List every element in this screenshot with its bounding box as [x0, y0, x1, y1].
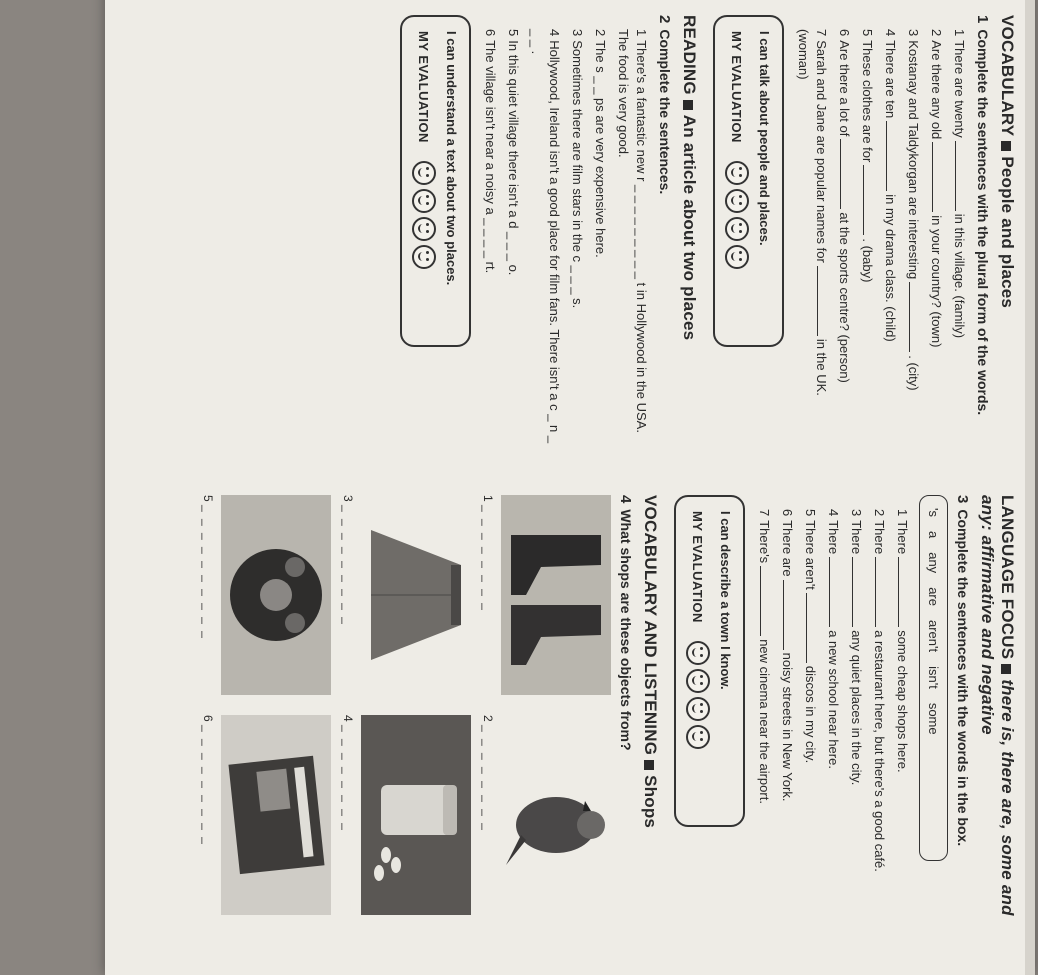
boots-icon [501, 495, 611, 695]
exercise-item [755, 509, 773, 925]
can-do-statement: I can talk about people and places. [757, 31, 772, 246]
task-3-list [755, 495, 911, 925]
word-box-item: any [926, 552, 941, 574]
item-text-after: any quiet places in the city. [849, 630, 864, 786]
can-do-statement: I can describe a town I know. [718, 511, 733, 690]
item-text-after: . (baby) [860, 238, 875, 283]
item-number: 6 [483, 29, 498, 37]
exercise-item [950, 29, 968, 445]
item-text[interactable]: The s _ _ ps are very expensive here. [593, 40, 608, 258]
exercise-item [835, 29, 853, 445]
item-number: 6 [780, 509, 795, 517]
my-evaluation-label: MY EVALUATION [729, 31, 745, 143]
exercise-item [801, 509, 819, 925]
item-text-after: new cinema near the airport. [757, 639, 772, 804]
item-text-before: There are twenty [952, 40, 967, 138]
answer-blank[interactable] [932, 142, 945, 212]
my-evaluation-row [412, 31, 436, 331]
item-text-before: There [849, 520, 864, 555]
section-topic: An article about two places [680, 114, 699, 341]
evaluation-faces [686, 641, 710, 749]
my-evaluation-row [686, 511, 710, 811]
word-box [919, 495, 948, 861]
language-focus-title [977, 495, 1017, 925]
exercise-item [881, 29, 899, 445]
shop-item-5 [201, 495, 331, 695]
item-number: 2 [872, 509, 887, 517]
task-number: 4 [617, 495, 634, 504]
item-number: 3 [906, 29, 921, 37]
smiley-face-icon[interactable] [686, 725, 710, 749]
item-number: 1 [634, 29, 649, 37]
exercise-item [794, 29, 830, 445]
answer-blank[interactable] [760, 566, 773, 636]
exercise-item [504, 29, 522, 445]
item-number: 2 [593, 29, 608, 37]
exercise-item [927, 29, 945, 445]
section-prefix: LANGUAGE FOCUS [998, 495, 1017, 660]
shop-item-1 [481, 495, 611, 695]
shop-item-3 [341, 495, 471, 695]
task-number: 2 [656, 15, 673, 24]
shop-number: 3 [341, 495, 355, 502]
shops-picture-grid [191, 495, 611, 925]
item-text-before: Sarah and Jane are popular names for [814, 40, 829, 263]
exercise-item [591, 29, 609, 445]
smiley-face-icon[interactable] [412, 161, 436, 185]
exercise-item [847, 509, 865, 925]
item-text[interactable]: The village isn't near a noisy a _ _ _ _ rt. [483, 40, 498, 274]
word-box-item: some [926, 702, 941, 735]
item-text-after: in your country? (town) [929, 215, 944, 348]
page-top-edge [1025, 0, 1035, 975]
answer-blank[interactable] [829, 557, 842, 627]
exercise-item [527, 29, 563, 445]
my-evaluation-label: MY EVALUATION [416, 31, 432, 143]
item-text-before: There [895, 520, 910, 555]
item-text-after: in this village. (family) [952, 213, 967, 339]
item-number: 3 [849, 509, 864, 517]
item-text-before: There are [780, 520, 795, 577]
answer-blank[interactable] [875, 557, 888, 627]
smiley-face-icon[interactable] [725, 245, 749, 269]
smiley-face-icon[interactable] [725, 217, 749, 241]
evaluation-box-2 [400, 15, 471, 347]
word-box-item: are [926, 587, 941, 606]
evaluation-faces [725, 161, 749, 269]
workbook-page [105, 0, 1035, 975]
exercise-item [904, 29, 922, 445]
item-text-after: at the sports centre? (person) [837, 212, 852, 383]
answer-blank[interactable] [840, 139, 853, 209]
item-number: 5 [803, 509, 818, 517]
evaluation-box-3 [674, 495, 745, 827]
item-text[interactable]: There's a fantastic new r _ _ _ _ _ _ _ _ _ t in Hollywood in the USA. The food is very good. [616, 29, 649, 433]
item-number: 1 [895, 509, 910, 517]
shop-answer-line[interactable]: 3 _ _ _ _ _ _ _ _ _ [341, 495, 355, 626]
item-text-before: There [826, 520, 841, 555]
item-text-after: in the UK. (woman) [796, 29, 829, 396]
item-text-before: Are there a lot of [837, 40, 852, 137]
task-3-instruction [954, 495, 971, 925]
smiley-face-icon[interactable] [412, 217, 436, 241]
item-text-after: a new school near here. [826, 630, 841, 769]
task-text: Complete the sentences with the words in the box. [955, 509, 971, 847]
item-text[interactable]: In this quiet village there isn't a d _ _ _ o. [506, 40, 521, 276]
item-number: 4 [826, 509, 841, 517]
exercise-item [568, 29, 586, 445]
item-text-after: some cheap shops here. [895, 630, 910, 773]
item-text-before: There [872, 520, 887, 555]
shop-answer-line[interactable]: 4 _ _ _ _ _ _ _ _ [341, 715, 355, 832]
answer-blank[interactable] [783, 580, 796, 650]
shop-item-4 [341, 715, 471, 915]
skirt-icon [361, 495, 471, 695]
smiley-face-icon[interactable] [686, 697, 710, 721]
section-prefix: VOCABULARY AND LISTENING [641, 495, 660, 756]
exercise-item [481, 29, 499, 445]
answer-blank[interactable] [817, 266, 830, 336]
task-text: Complete the sentences. [657, 29, 673, 195]
answer-blank[interactable] [886, 121, 899, 191]
answer-blank[interactable] [852, 557, 865, 627]
smiley-face-icon[interactable] [725, 161, 749, 185]
football-icon [221, 495, 331, 695]
square-bullet-icon [683, 100, 693, 110]
shop-answer-line[interactable]: 5 _ _ _ _ _ _ _ _ _ _ [201, 495, 215, 640]
task-2-list [481, 15, 650, 445]
shop-number: 2 [481, 715, 495, 722]
item-text-after: noisy streets in New York. [780, 652, 795, 802]
item-number: 6 [837, 29, 852, 37]
square-bullet-icon [644, 760, 654, 770]
item-text-after: in my drama class. (child) [883, 194, 898, 342]
reading-section-title [679, 15, 699, 445]
task-text: Complete the sentences with the plural form of the words. [975, 29, 991, 416]
exercise-item [870, 509, 888, 925]
my-evaluation-label: MY EVALUATION [690, 511, 706, 623]
vocabulary-section-title [997, 15, 1017, 445]
section-topic: Shops [641, 775, 660, 829]
word-box-item: isn't [926, 666, 941, 689]
section-topic: People and places [998, 156, 1017, 309]
smiley-face-icon[interactable] [725, 189, 749, 213]
vocab-listening-title [640, 495, 660, 925]
exercise-item [614, 29, 650, 445]
item-text-after: a restaurant here, but there's a good café. [872, 630, 887, 872]
exercise-item [778, 509, 796, 925]
my-evaluation-row [725, 31, 749, 331]
shop-answer-line[interactable]: 6 _ _ _ _ _ _ _ _ _ [201, 715, 215, 846]
item-text-before: Kostanay and Taldykorgan are interesting [906, 40, 921, 280]
section-topic: there is, there are, some and any: affirmative and negative [978, 495, 1017, 916]
item-number: 7 [814, 29, 829, 37]
section-prefix: VOCABULARY [998, 15, 1017, 137]
item-number: 7 [757, 509, 772, 517]
item-number: 4 [883, 29, 898, 37]
shop-item-6 [201, 715, 331, 915]
shop-number: 5 [201, 495, 215, 502]
item-text-before: There aren't [803, 520, 818, 590]
answer-blank[interactable] [909, 282, 922, 352]
item-text-before: There's [757, 520, 772, 564]
item-text-before: These clothes are for [860, 40, 875, 163]
item-text-before: Are there any old [929, 40, 944, 140]
smiley-face-icon[interactable] [686, 641, 710, 665]
item-text-before: There are ten [883, 40, 898, 119]
smiley-face-icon[interactable] [686, 669, 710, 693]
word-box-item: 's [926, 508, 941, 517]
item-number: 3 [570, 29, 585, 37]
task-2-instruction [656, 15, 673, 445]
shop-number: 4 [341, 715, 355, 722]
can-do-statement: I can understand a text about two places. [444, 31, 459, 286]
answer-blank[interactable] [955, 141, 968, 211]
square-bullet-icon [1001, 141, 1011, 151]
word-box-item: aren't [926, 619, 941, 653]
evaluation-faces [412, 161, 436, 269]
answer-blank[interactable] [863, 165, 876, 235]
shop-number: 1 [481, 495, 495, 502]
left-column [386, 15, 1025, 445]
answer-blank[interactable] [898, 557, 911, 627]
parrot-icon [501, 715, 611, 915]
newspaper-icon [221, 715, 331, 915]
item-number: 1 [952, 29, 967, 37]
item-number: 2 [929, 29, 944, 37]
exercise-item [893, 509, 911, 925]
exercise-item [824, 509, 842, 925]
right-column [191, 495, 1025, 925]
task-text: What shops are these objects from? [618, 509, 634, 751]
item-number: 4 [547, 29, 562, 37]
item-text-after: discos in my city. [803, 665, 818, 764]
item-number: 5 [860, 29, 875, 37]
evaluation-box-1 [713, 15, 784, 347]
answer-blank[interactable] [806, 593, 819, 663]
shop-answer-line[interactable]: 2 _ _ _ _ _ _ _ _ [481, 715, 495, 832]
pills-icon [361, 715, 471, 915]
exercise-item [858, 29, 876, 445]
task-4-instruction [617, 495, 634, 925]
task-1-list [794, 15, 968, 445]
section-prefix: READING [680, 15, 699, 95]
item-text[interactable]: Sometimes there are film stars in the c _ _ _ s. [570, 40, 585, 309]
task-number: 1 [974, 15, 991, 24]
item-number: 5 [506, 29, 521, 37]
square-bullet-icon [1001, 664, 1011, 674]
shop-number: 6 [201, 715, 215, 722]
task-1-instruction [974, 15, 991, 445]
smiley-face-icon[interactable] [412, 189, 436, 213]
word-box-item: a [926, 530, 941, 539]
shop-item-2 [481, 715, 611, 915]
task-number: 3 [954, 495, 971, 504]
item-text-after: . (city) [906, 355, 921, 391]
item-text[interactable]: Hollywood, Ireland isn't a good place for film fans. There isn't a c _ n _ _ _ . [529, 29, 562, 444]
shop-answer-line[interactable]: 1 _ _ _ _ _ _ _ _ [481, 495, 495, 612]
smiley-face-icon[interactable] [412, 245, 436, 269]
